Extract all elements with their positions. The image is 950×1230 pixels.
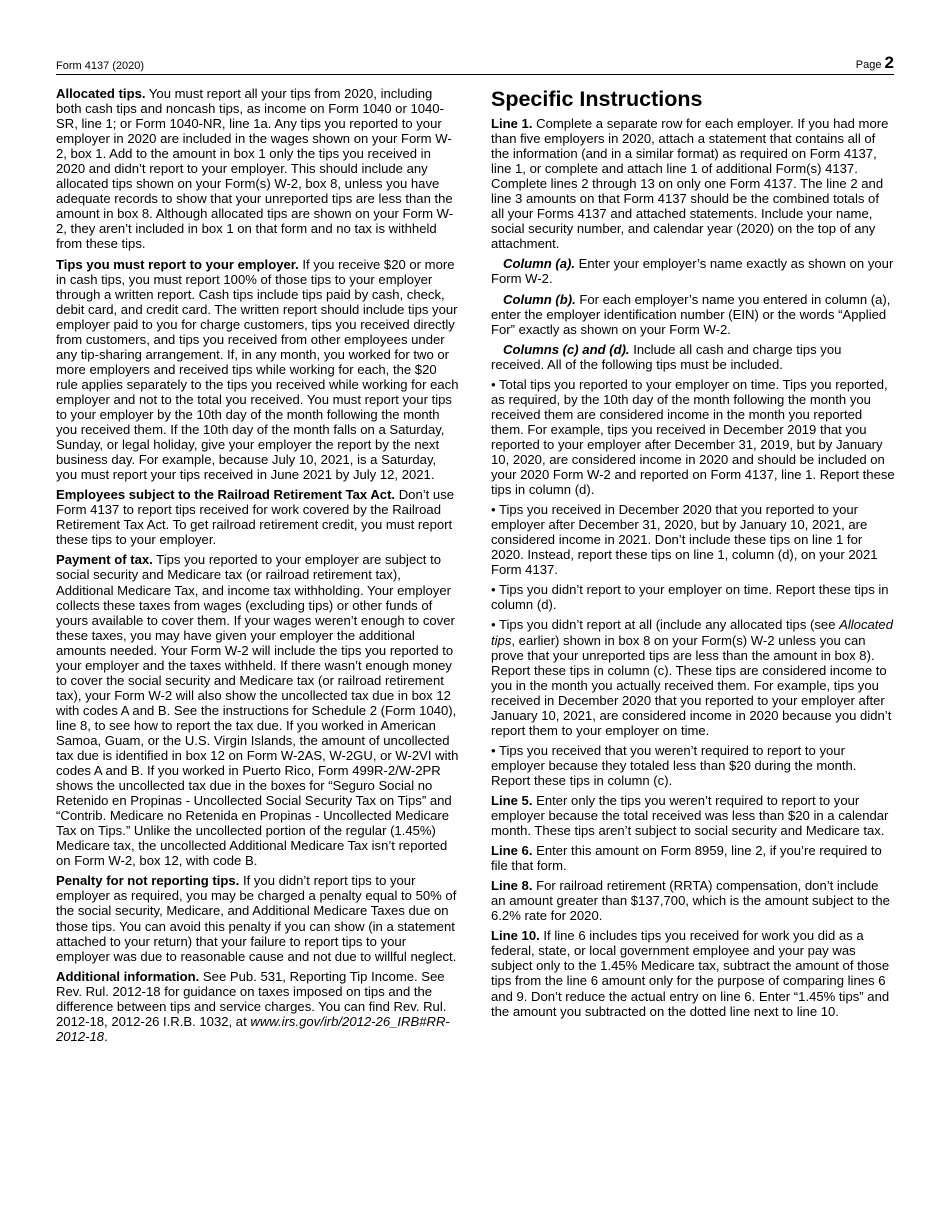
allocated-tips-paragraph (56, 86, 460, 252)
columns-cd-paragraph (491, 342, 895, 372)
additional-info-end: . (104, 1028, 108, 1044)
report-employer-heading: Tips you must report to your employer. (56, 256, 299, 272)
additional-info-paragraph (56, 969, 460, 1044)
page-word: Page (855, 59, 882, 71)
railroad-paragraph (56, 487, 460, 547)
line10-heading: Line 10. (491, 928, 540, 944)
report-employer-text: If you receive $20 or more in cash tips, you must report 100% of those tips to your employer through a written report. Cash tips include tips paid by cash, check, debit card, and credit card. The written report should include tips your employer paid to you for charge customers, tips you received directly from customers, and tips you received from other employees under any tip-sharing arrangement. If, in any month, you worked for two or more employers and received tips while working for each, the $20 rule applies separately to the tips you received while working for each employer and not to the total you received. You must report your tips to your employer by the 10th day of the month following the month you received them. If the 10th day of the month falls on a Saturday, Sunday, or legal holiday, give your employer the report by the next business day. For example, because July 10, 2021, is a Saturday, you must report your tips received in June 2021 by July 12, 2021. (56, 256, 459, 483)
bullet-4-pre: • Tips you didn’t report at all (include any allocated tips (see (491, 617, 840, 633)
railroad-heading: Employees subject to the Railroad Retirement Tax Act. (56, 487, 396, 503)
line10-text: If line 6 includes tips you received for work you did as a federal, state, or local government employee and your pay was subject only to the 1.45% Medicare tax, subtract the amount of those tips from the line 6 amount only for the purpose of comparing lines 6 and 9. Don’t reduce the actual entry on line 6. Enter “1.45% tips” and the amount you subtracted on the dotted line next to line 10. (491, 928, 890, 1019)
line6-paragraph (491, 843, 895, 873)
railroad-text: Don’t use Form 4137 to report tips received for work covered by the Railroad Retirement Tax Act. To get railroad retirement credit, you must report these tips to your employer. (56, 487, 455, 548)
line1-text: Complete a separate row for each employer. If you had more than five employers in 2020, attach a statement that contains all of the information (and in a similar format) as required on Form 4137, line 1, or complete and attach line 1 of additional Form(s) 4137. Complete lines 2 through 13 on only one Form 4137. The line 2 and line 3 amounts on that Form 4137 should be the combined totals of all your Forms 4137 and attached statements. Include your name, social security number, and calendar year (2020) on the top of any attachment. (491, 116, 889, 252)
payment-text: Tips you reported to your employer are subject to social security and Medicare tax (or railroad retirement tax), Additional Medicare Tax, and income tax withholding. Your employer collects these taxes from wages (excluding tips) or other funds of yours available to cover them. If your wages weren’t enough to cover these taxes, you may have given your employer the additional amounts needed. Your Form W-2 will include the tips you reported to your employer and the taxes withheld. If there wasn’t enough money to cover the social security and Medicare tax (or railroad retirement tax), your Form W-2 will also show the uncollected tax due in box 12 with codes A and B. See the instructions for Schedule 2 (Form 1040), line 8, to see how to report the tax due. If you worked in American Samoa, Guam, or the U.S. Virgin Islands, the amount of uncollected tax due is identified in box 12 on Form W-2AS, W-2GU, or W-2VI with codes A and B. If you worked in Puerto Rico, Form 499R-2/W-2PR shows the uncollected tax due in the boxes for “Seguro Social no Retenido en Propinas - Uncollected Social Security Tax on Tips” and “Contrib. Medicare no Retenida en Propinas - Uncollected Medicare Tax on Tips.” Unlike the uncollected portion of the regular (1.45%) Medicare tax, the uncollected Additional Medicare Tax isn’t reported on Form W-2, box 12, with code B. (56, 552, 459, 869)
column-b-heading: Column (b). (503, 291, 576, 307)
page-number: 2 (884, 53, 894, 72)
bullet-item-1: • Total tips you reported to your employer on time. Tips you reported, as required, by the 10th day of the month following the month you received them are considered income in the month you reported them. For example, tips you received in December 2019 that you reported to your employer after December 31, 2019, but by January 10, 2020, are considered income in 2020 and should be included on your 2020 Form W-2 and reported on Form 4137, line 1. Report these tips in column (d). (491, 376, 895, 498)
form-id: Form 4137 (2020) (56, 60, 145, 72)
line5-heading: Line 5. (491, 792, 533, 808)
penalty-heading: Penalty for not reporting tips. (56, 873, 240, 889)
line1-heading: Line 1. (491, 116, 533, 131)
line8-text: For railroad retirement (RRTA) compensation, don’t include an amount greater than $137,700, which is the amount subject to the 6.2% rate for 2020. (491, 878, 890, 924)
line5-paragraph (491, 793, 895, 838)
columns-cd-text: Include all cash and charge tips you received. All of the following tips must be included. (491, 341, 842, 372)
bullet-item-4 (491, 617, 895, 737)
page-header (56, 52, 894, 74)
bullet-item-5: • Tips you received that you weren’t required to report to your employer because they totaled less than $20 during the month. Report these tips in column (c). (491, 742, 857, 788)
report-employer-paragraph (56, 257, 460, 483)
additional-info-text: See Pub. 531, Reporting Tip Income. See Rev. Rul. 2012-18 for guidance on taxes imposed on tips and the difference between tips and service charges. You can find Rev. Rul. 2012-18, 2012-26 I.R.B. 1032, at (56, 968, 447, 1029)
line8-heading: Line 8. (491, 878, 533, 894)
payment-heading: Payment of tax. (56, 552, 153, 568)
column-a-paragraph (491, 256, 895, 286)
line6-heading: Line 6. (491, 843, 533, 859)
column-b-text: For each employer’s name you entered in column (a), enter the employer identification number (EIN) or the words “Applied For” exactly as shown on your Form W-2. (491, 291, 891, 337)
page-indicator (856, 53, 894, 73)
irs-url: www.irs.gov/irb/2012-26_IRB#RR-2012-18 (56, 1013, 450, 1044)
line5-text: Enter only the tips you weren’t required to report to your employer because the total received was less than $20 in a calendar month. These tips aren’t subject to social security and Medicare tax. (491, 792, 889, 839)
allocated-tips-heading: Allocated tips. (56, 86, 146, 101)
left-column (56, 86, 460, 1049)
allocated-tips-text: You must report all your tips from 2020, including both cash tips and noncash tips, as income on Form 1040 or 1040-SR, line 1; or Form 1040-NR, line 1a. Any tips you reported to your employer in 2020 are included in the wages shown on your Form W-2, box 1. Add to the amount in box 1 only the tips you received in 2020 and didn’t report to your employer. This should include any allocated tips shown on your Form(s) W-2, box 8, unless you have adequate records to show that your unreported tips are less than the amount in box 8. Although allocated tips are shown on your Form W-2, they aren’t included in box 1 on that form and no tax is withheld from these tips. (56, 86, 454, 252)
penalty-paragraph (56, 873, 460, 963)
bullet-4-italic: Allocated tips (491, 617, 893, 648)
column-b-paragraph (491, 292, 895, 337)
line6-text: Enter this amount on Form 8959, line 2, if you’re required to file that form. (491, 843, 882, 874)
columns-cd-heading: Columns (c) and (d). (503, 341, 630, 357)
column-a-heading: Column (a). (503, 256, 576, 272)
line8-paragraph (491, 878, 895, 923)
section-title: Specific Instructions (491, 87, 703, 111)
line10-paragraph (491, 928, 895, 1018)
bullet-item-3: • Tips you didn’t report to your employer on time. Report these tips in column (d). (491, 582, 889, 613)
header-rule (56, 74, 894, 75)
penalty-text: If you didn’t report tips to your employer as required, you may be charged a penalty equal to 50% of the social security, Medicare, and Additional Medicare Taxes due on those tips. You can avoid this penalty if you can show (in a statement attached to your return) that your failure to report tips to your employer was due to reasonable cause and not due to willful neglect. (56, 873, 457, 964)
bullet-4-post: , earlier) shown in box 8 on your Form(s) W-2 unless you can prove that your unreported tips are less than the amount in box 8). Report these tips in column (c). These tips are considered income to you in the month you actually received them. For example, tips you received in December 2020 that you reported to your employer after January 10, 2021, are considered income in 2020 because you didn’t report them to your employer on time. (491, 632, 892, 738)
additional-info-heading: Additional information. (56, 968, 200, 984)
right-column (491, 86, 895, 1024)
line1-paragraph (491, 116, 895, 251)
column-a-text: Enter your employer’s name exactly as shown on your Form W-2. (491, 256, 894, 287)
payment-paragraph (56, 552, 460, 868)
bullet-item-2: • Tips you received in December 2020 that you reported to your employer after December 31, 2020, but by January 10, 2021, are considered income in 2021. Don’t include these tips on line 1 for 2020. Instead, report these tips on line 1, column (d), on your 2021 Form 4137. (491, 502, 878, 578)
